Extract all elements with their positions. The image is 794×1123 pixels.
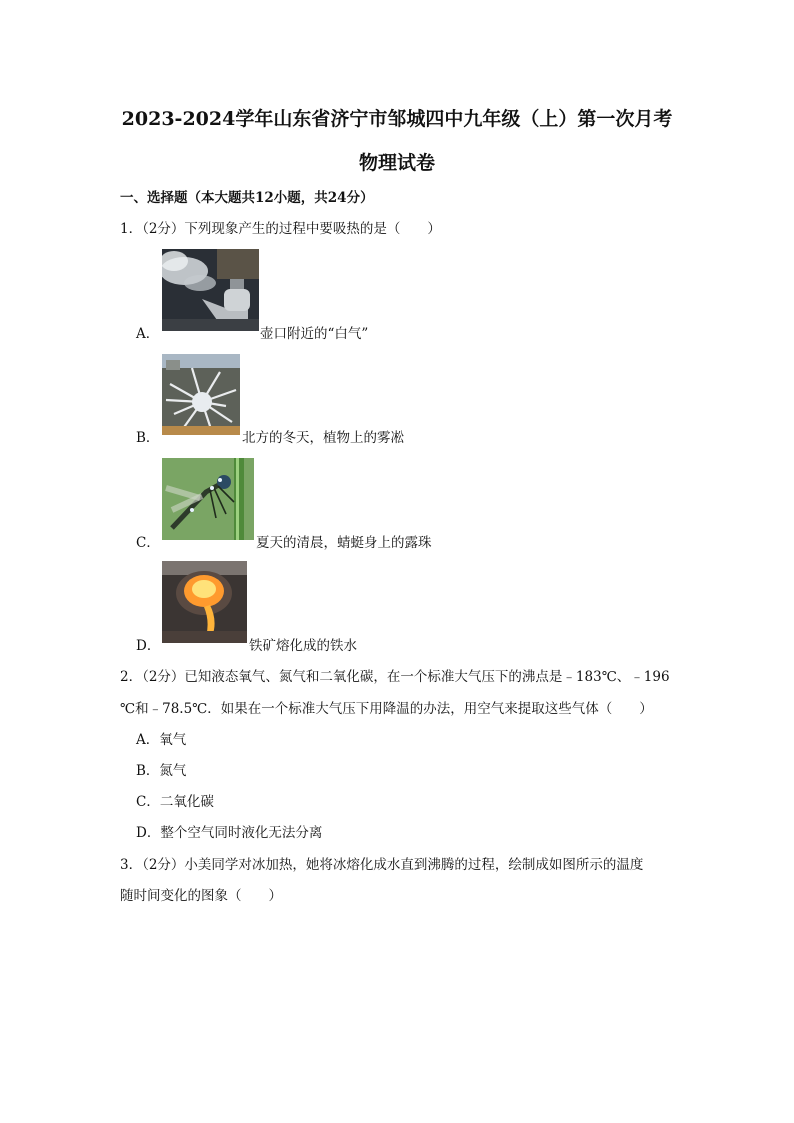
option-1d-letter: D． xyxy=(136,638,161,654)
question-3-line1: 3．（2分）小美同学对冰加热，她将冰熔化成水直到沸腾的过程，绘制成如图所示的温度 xyxy=(120,857,644,873)
option-1a-text: 壶口附近的“白气” xyxy=(260,326,369,342)
option-1d-text: 铁矿熔化成的铁水 xyxy=(249,638,357,654)
option-2c: C．二氧化碳 xyxy=(136,794,214,810)
option-1b-letter: B． xyxy=(136,430,160,446)
option-1c-text: 夏天的清晨，蜻蜓身上的露珠 xyxy=(256,535,432,551)
option-1a-letter: A． xyxy=(136,326,160,342)
option-2b: B．氮气 xyxy=(136,763,187,779)
question-1-stem: 1．（2分）下列现象产生的过程中要吸热的是（ ） xyxy=(120,221,441,237)
document-title-line1: 2023-2024学年山东省济宁市邹城四中九年级（上）第一次月考 xyxy=(121,108,673,130)
document-title-line2: 物理试卷 xyxy=(358,152,435,174)
question-2-line2: ℃和﹣78.5℃．如果在一个标准大气压下用降温的办法，用空气来提取这些气体（ ） xyxy=(120,701,653,717)
question-3-line2: 随时间变化的图象（ ） xyxy=(120,888,282,904)
question-2-line1: 2．（2分）已知液态氧气、氮气和二氧化碳，在一个标准大气压下的沸点是﹣183℃、﹣196 xyxy=(120,669,670,685)
option-1c-letter: C． xyxy=(136,535,160,551)
molten-iron-photo xyxy=(162,561,247,643)
option-2d: D．整个空气同时液化无法分离 xyxy=(136,825,323,841)
option-2a: A．氧气 xyxy=(136,732,187,748)
frost-plant-photo xyxy=(162,354,240,435)
kettle-steam-photo xyxy=(162,249,259,331)
dragonfly-dew-photo xyxy=(162,458,254,540)
option-1b-text: 北方的冬天，植物上的雾凇 xyxy=(242,430,404,446)
section-heading: 一、选择题（本大题共12小题，共24分） xyxy=(120,190,374,206)
